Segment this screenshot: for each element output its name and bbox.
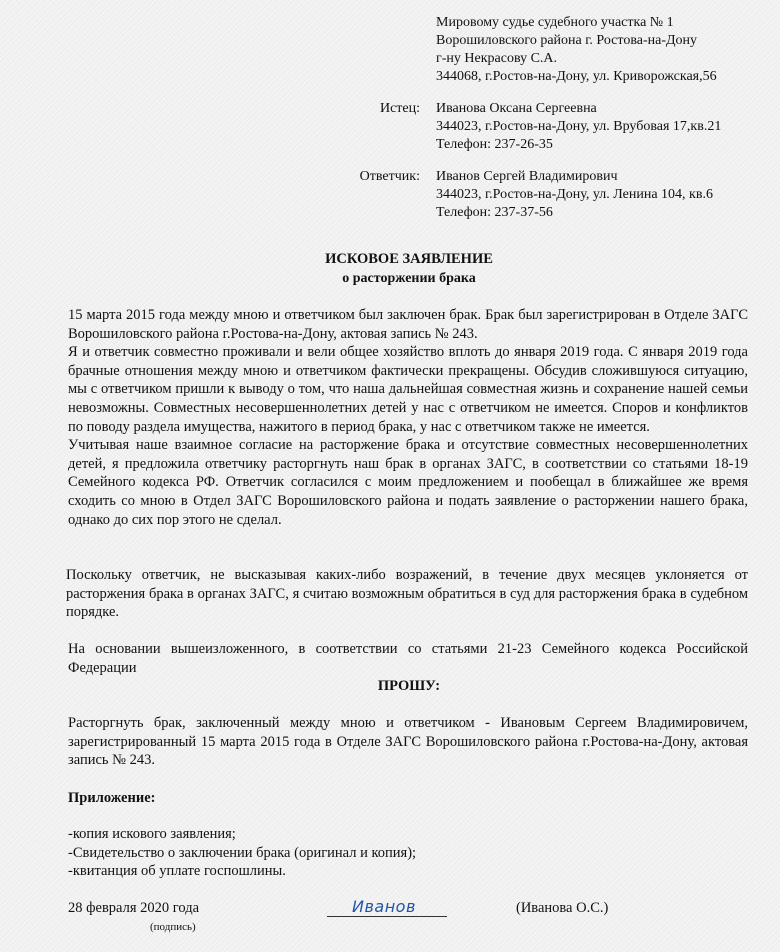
signature-caption: (подпись): [150, 921, 196, 933]
signing-date: 28 февраля 2020 года: [68, 900, 200, 916]
plaintiff-line: Телефон: 237-26-35: [436, 137, 553, 152]
defendant-line: Телефон: 237-37-56: [436, 205, 553, 220]
attachment-item: -Свидетельство о заключении брака (оригинал и копия);: [68, 844, 417, 861]
recipient-line: Ворошиловского района г. Ростова-на-Дону: [436, 33, 698, 48]
document-subtitle: о расторжении брака: [342, 271, 476, 286]
plaintiff-block: [436, 100, 721, 154]
plaintiff-line: Иванова Оксана Сергеевна: [436, 101, 597, 116]
request-heading: ПРОШУ:: [377, 678, 441, 694]
paragraph-marriage: 15 марта 2015 года между мною и ответчиком был заключен брак. Брак был зарегистрирован в Отделе ЗАГС Ворошиловского района г.Ростова-на-Дону, актовая запись № 243.: [68, 307, 748, 342]
attachment-item: -квитанция об уплате госпошлины.: [68, 863, 286, 880]
defendant-label: Ответчик:: [359, 169, 420, 184]
defendant-line: Иванов Сергей Владимирович: [436, 169, 618, 184]
paragraph-cohabitation: Я и ответчик совместно проживали и вели общее хозяйство вплоть до января 2019 года. С января 2019 года брачные отношения между мною и ответчиком фактически прекращены. Обсудив сложившуюся ситуацию, мы с ответчиком пришли к выводу о том, что наша дальнейшая совместная жизнь и сохранение нашей семьи невозможны. Совместных несовершеннолетних детей у нас с ответчиком не имеется. Споров и конфликтов по поводу раздела имущества, нажитого в период брака, у нас с ответчиком также не имеется.: [68, 344, 748, 435]
recipient-block: [436, 14, 717, 86]
paragraph-legal-basis: На основании вышеизложенного, в соответствии со статьями 21-23 Семейного кодекса Российской Федерации: [68, 641, 748, 676]
plaintiff-label: Истец:: [379, 101, 420, 116]
attachments-heading: Приложение:: [68, 790, 156, 806]
handwritten-signature: Иванов: [352, 897, 416, 916]
recipient-line: г-ну Некрасову С.А.: [436, 51, 558, 66]
paragraph-evasion: Поскольку ответчик, не высказывая каких-либо возражений, в течение двух месяцев уклоняется от расторжения брака в органах ЗАГС, я считаю возможным обратиться в суд для расторжения брака в судебном порядке.: [66, 567, 748, 621]
signature-line: [327, 916, 447, 917]
attachments-list: [68, 825, 748, 881]
paragraph-request: Расторгнуть брак, заключенный между мною и ответчиком - Ивановым Сергеем Владимировичем, зарегистрированный 15 марта 2015 года в Отделе ЗАГС Ворошиловского района г.Ростова-на-Дону, актовая запись № 243.: [68, 715, 748, 769]
document-title: ИСКОВОЕ ЗАЯВЛЕНИЕ: [325, 251, 493, 267]
recipient-line: Мировому судье судебного участка № 1: [436, 15, 674, 30]
plaintiff-line: 344023, г.Ростов-на-Дону, ул. Врубовая 17,кв.21: [436, 119, 722, 134]
recipient-line: 344068, г.Ростов-на-Дону, ул. Криворожская,56: [436, 69, 717, 84]
defendant-line: 344023, г.Ростов-на-Дону, ул. Ленина 104, кв.6: [436, 187, 713, 202]
signer-name: (Иванова О.С.): [516, 900, 609, 916]
attachment-item: -копия искового заявления;: [68, 826, 236, 842]
claim-body: [68, 306, 748, 529]
paragraph-agreement: Учитывая наше взаимное согласие на расторжение брака и отсутствие совместных несовершеннолетних детей, я предложила ответчику расторгнуть наш брак в органах ЗАГС, в соответствии со статьями 18-19 Семейного кодекса РФ. Ответчик согласился с моим предложением и пообещал в ближайшее же время сходить со мною в Отдел ЗАГС Ворошиловского района и подать заявление о расторжении нашего брака, однако до сих пор этого не сделал.: [68, 437, 748, 528]
defendant-block: [436, 168, 713, 222]
